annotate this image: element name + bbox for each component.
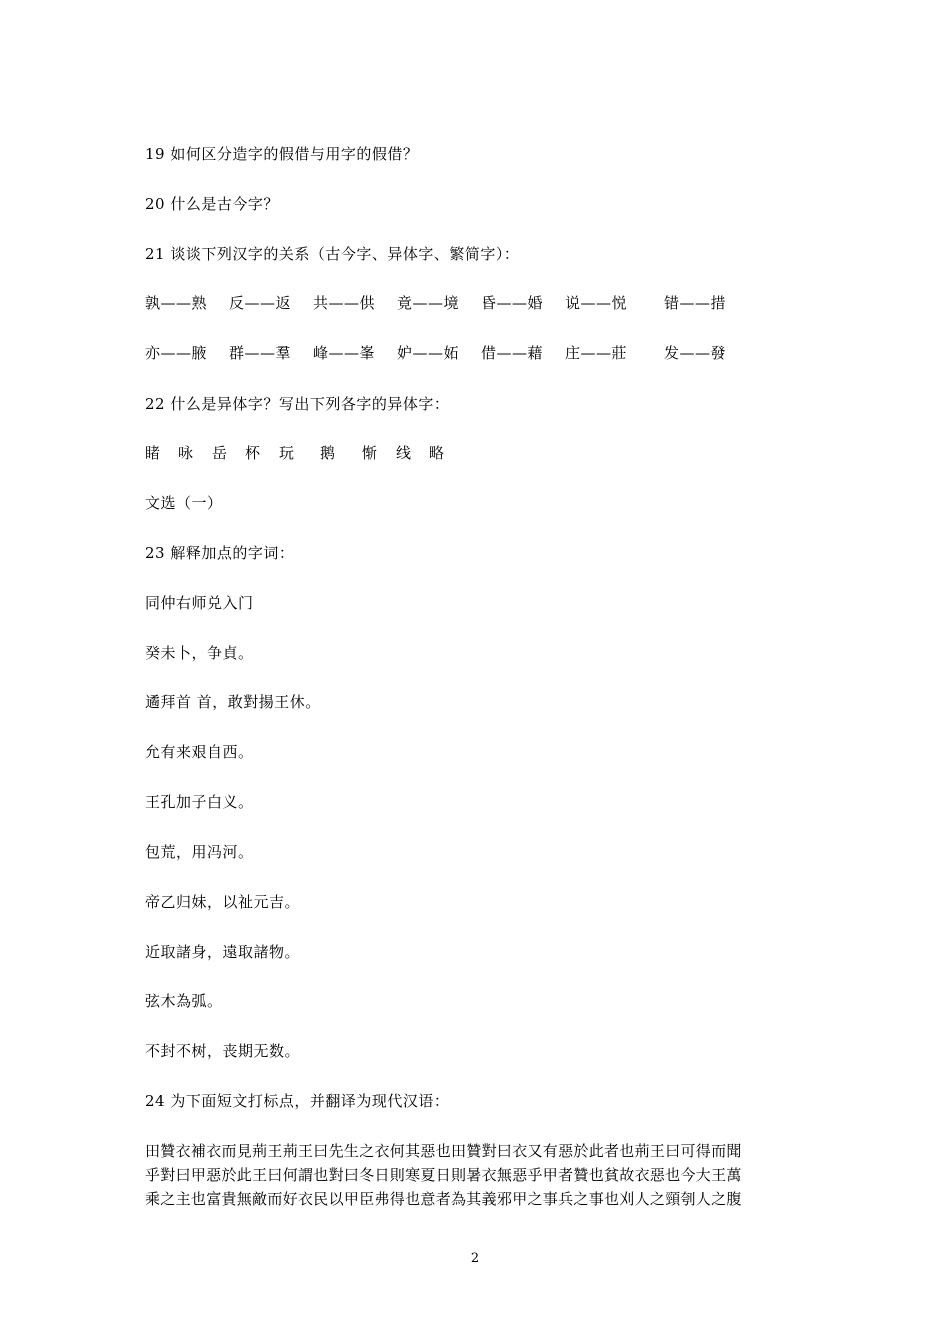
character-pair: 峰——峯 [313, 344, 376, 362]
variant-character: 惭 [362, 444, 378, 462]
character-pair: 庄——莊 [565, 344, 628, 362]
character-pair: 孰——熟 [145, 294, 208, 312]
character-pair: 竟——境 [397, 294, 460, 312]
variant-character: 玩 [279, 444, 295, 462]
sentence-5: 王孔加子白义。 [145, 793, 254, 811]
variant-character: 睹 [145, 444, 161, 462]
character-pair: 说——悦 [565, 294, 628, 312]
sentence-7: 帝乙归妹，以祉元吉。 [145, 893, 301, 911]
sentence-1: 同仲右师兑入门 [145, 594, 254, 612]
character-pair: 共——供 [313, 294, 376, 312]
variant-character: 杯 [245, 444, 261, 462]
question-24: 24 为下面短文打标点，并翻译为现代汉语： [145, 1092, 450, 1110]
question-20: 20 什么是古今字？ [145, 195, 279, 213]
passage-line: 乎對曰甲惡於此王曰何謂也對曰冬日則寒夏日則暑衣無惡乎甲者贊也貧故衣惡也今大王萬 [145, 1166, 742, 1184]
character-pair: 妒——妬 [397, 344, 460, 362]
page-number: 2 [470, 1251, 480, 1266]
variant-character: 岳 [212, 444, 228, 462]
sentence-3: 遹拜首 首，敢對揚王休。 [145, 693, 321, 711]
classical-passage [145, 1139, 813, 1211]
sentence-4: 允有来艰自西。 [145, 743, 254, 761]
sentence-6: 包荒，用冯河。 [145, 843, 254, 861]
variant-character: 鹅 [320, 444, 336, 462]
character-pair: 发——發 [664, 344, 727, 362]
sentence-2: 癸未卜，争貞。 [145, 644, 254, 662]
character-pair: 错——措 [664, 294, 727, 312]
character-pair: 亦——腋 [145, 344, 208, 362]
question-23: 23 解释加点的字词： [145, 544, 295, 562]
sentence-9: 弦木為弧。 [145, 992, 223, 1010]
question-19: 19 如何区分造字的假借与用字的假借？ [145, 145, 419, 163]
variant-character: 线 [396, 444, 412, 462]
character-pair: 借——藉 [481, 344, 544, 362]
character-pair: 昏——婚 [481, 294, 544, 312]
question-22: 22 什么是异体字？写出下列各字的异体字： [145, 395, 450, 413]
passage-line: 田贊衣補衣而見荊王荊王曰先生之衣何其惡也田贊對曰衣又有惡於此者也荊王曰可得而聞 [145, 1142, 742, 1160]
passage-line: 乘之主也富貴無敵而好衣民以甲臣弗得也意者為其義邪甲之事兵之事也刈人之頸刳人之腹 [145, 1190, 742, 1208]
sentence-8: 近取諸身，遠取諸物。 [145, 943, 301, 961]
variant-character: 咏 [178, 444, 194, 462]
character-pair: 反——返 [229, 294, 292, 312]
variant-character: 略 [429, 444, 445, 462]
question-21: 21 谈谈下列汉字的关系（古今字、异体字、繁简字）： [145, 245, 520, 263]
section-heading: 文选（一） [145, 494, 223, 512]
sentence-10: 不封不树，丧期无数。 [145, 1042, 301, 1060]
character-pair: 群——羣 [229, 344, 292, 362]
